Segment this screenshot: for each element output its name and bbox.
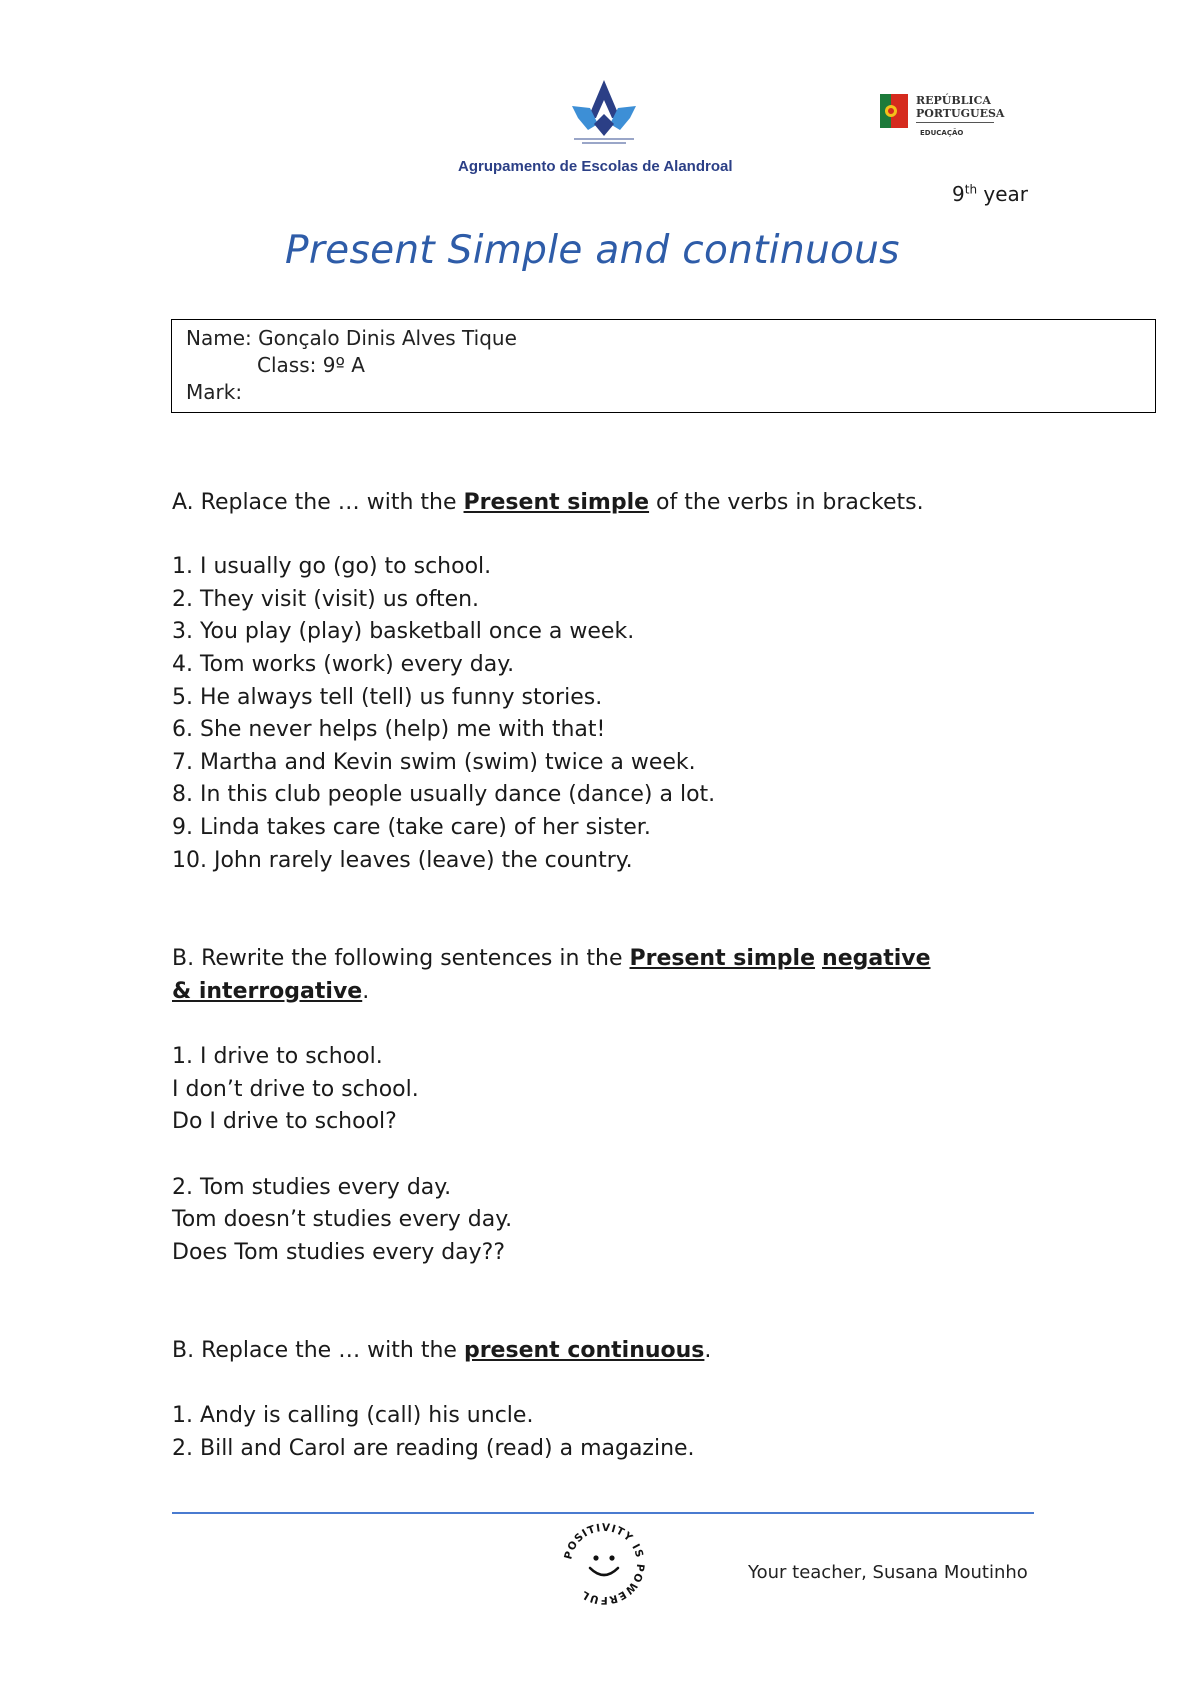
section-a-instruction	[172, 490, 924, 515]
footer-divider	[172, 1512, 1034, 1514]
republica-divider	[916, 122, 994, 123]
section-a-pre: A. Replace the … with the	[172, 490, 464, 515]
section-a-item: 5. He always tell (tell) us funny stories.	[172, 685, 603, 710]
section-b-line: 1. I drive to school.	[172, 1044, 383, 1069]
portugal-flag-icon	[880, 94, 910, 130]
page-title: Present Simple and continuous	[285, 228, 900, 273]
year-word: year	[983, 182, 1029, 206]
year-number: 9	[952, 182, 965, 206]
svg-text:POSITIVITY IS POWERFUL	[562, 1522, 646, 1606]
section-b-line: I don’t drive to school.	[172, 1077, 419, 1102]
section-a-item: 4. Tom works (work) every day.	[172, 652, 515, 677]
school-name: Agrupamento de Escolas de Alandroal	[458, 158, 733, 175]
section-b-pre: B. Rewrite the following sentences in the	[172, 946, 630, 971]
section-a-item: 9. Linda takes care (take care) of her sister.	[172, 815, 651, 840]
section-c-item: 2. Bill and Carol are reading (read) a magazine.	[172, 1436, 695, 1461]
stamp-text: POSITIVITY IS POWERFUL	[562, 1522, 646, 1606]
section-b-line: Does Tom studies every day??	[172, 1240, 506, 1265]
school-year	[952, 182, 1028, 206]
student-info-box	[171, 319, 1156, 413]
section-a-item: 10. John rarely leaves (leave) the country.	[172, 848, 633, 873]
republica-subtitle: EDUCAÇÃO	[920, 129, 964, 137]
section-c-emphasis: present continuous	[463, 1338, 705, 1363]
section-a-item: 1. I usually go (go) to school.	[172, 554, 492, 579]
section-c-pre: B. Replace the … with the	[172, 1338, 464, 1363]
positivity-stamp	[562, 1522, 646, 1606]
section-c-instruction	[172, 1338, 711, 1363]
student-class: Class: 9º A	[257, 353, 365, 377]
student-mark: Mark:	[186, 380, 243, 404]
section-a-post: of the verbs in brackets.	[649, 490, 924, 515]
section-b-line: Tom doesn’t studies every day.	[172, 1207, 513, 1232]
student-name: Name: Gonçalo Dinis Alves Tique	[186, 326, 517, 350]
section-c-item: 1. Andy is calling (call) his uncle.	[172, 1403, 534, 1428]
section-c-post: .	[704, 1338, 712, 1363]
section-b-emphasis-3: & interrogative	[172, 979, 363, 1004]
republica-portuguesa-logo	[880, 92, 1005, 142]
section-a-item: 3. You play (play) basketball once a week.	[172, 619, 635, 644]
section-a-emphasis: Present simple	[463, 490, 650, 515]
section-a-item: 2. They visit (visit) us often.	[172, 587, 480, 612]
section-b-line: 2. Tom studies every day.	[172, 1175, 452, 1200]
school-logo	[568, 78, 640, 146]
section-b-post: .	[362, 979, 370, 1004]
section-b-instruction	[172, 946, 931, 971]
republica-text: REPÚBLICA PORTUGUESA	[916, 94, 1005, 120]
section-b-instruction-cont	[172, 979, 369, 1004]
section-a-item: 7. Martha and Kevin swim (swim) twice a week.	[172, 750, 696, 775]
year-suffix: th	[964, 182, 978, 197]
section-b-line: Do I drive to school?	[172, 1109, 397, 1134]
section-b-emphasis-2: negative	[822, 946, 931, 971]
section-a-item: 6. She never helps (help) me with that!	[172, 717, 606, 742]
teacher-signature: Your teacher, Susana Moutinho	[748, 1562, 1028, 1583]
section-b-emphasis-1: Present simple	[629, 946, 816, 971]
section-a-item: 8. In this club people usually dance (dance) a lot.	[172, 782, 716, 807]
